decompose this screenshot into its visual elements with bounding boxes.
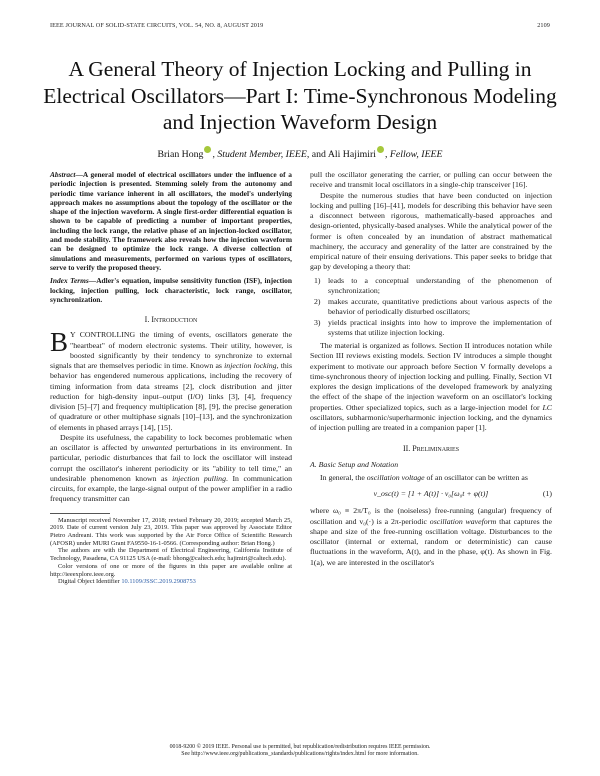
contribution-list [310, 276, 552, 339]
copyright-line-1: 0018-9200 © 2019 IEEE. Personal use is permitted, but republication/redistribution requires IEEE permission. [169, 744, 431, 750]
section-1-title: I. Introduction [144, 315, 198, 325]
intro-text: the timing of events, oscillators generate the "heartbeat" of modern electronic systems. Their utility, however, is boosted significantly by their tendency to synchronize to external signals that are themselves periodic in time. Known as [50, 330, 292, 371]
drop-cap: B [50, 327, 69, 358]
organization-text: oscillators, subharmonic/superharmonic injection locking, and the dynamics of injection pulling are treated in a companion paper [1]. [310, 412, 552, 432]
intro-paragraph-1 [50, 327, 292, 433]
author-2-role: Fellow, IEEE [389, 149, 443, 160]
intro-paragraph-2 [50, 433, 292, 505]
setup-text: In general, the [320, 472, 367, 482]
intro-text: Despite its usefulness, the capability to lock becomes problematic when an oscillator is affected by [50, 432, 292, 453]
page-number: 2109 [537, 22, 550, 29]
right-paragraph-4 [310, 473, 552, 483]
term-lc: LC [542, 402, 552, 412]
index-terms [50, 276, 292, 304]
term-injection-pulling: injection pulling [172, 473, 226, 483]
copyright-line-2: See http://www.ieee.org/publications_standards/publications/rights/index.html for more information. [181, 751, 419, 758]
term-injection-locking: injection locking [224, 361, 277, 371]
intro-text: , this behavior has engendered numerous applications, including the recovery of timing information from data streams [2], clock distribution and jitter reduction for high-density input–output (I/O) links [3], [4], frequency division [5]–[7] and frequency multiplication [8], [9], the precise generation of quadrature or other multiphase signals [10]–[13], and the synchronization of elements in phased arrays [14], [15]. [50, 361, 292, 432]
term-oscillation-voltage: oscillation voltage [366, 472, 425, 482]
abstract-text: —A general model of electrical oscillators under the influence of a periodic injection is presented. Stemming solely from the autonomy and periodic time variance inherent in all oscillators, the model's underlying approach makes no assumptions about the topology of the oscillator or the shape of the injection waveform. A single first-order differential equation is shown to be capable of predicting a number of important properties, including the lock range, the relative phase of an injection-locked oscillator, and mode stability. The framework also reveals how the injection waveform can be designed to optimize the lock range. A diverse collection of simulations and measurements, performed on various types of oscillators, serve to verify the proposed theory. [50, 170, 292, 272]
copyright-notice [40, 744, 560, 759]
section-2-title: II. Preliminaries [402, 444, 460, 454]
author-separator: , [212, 149, 218, 160]
equation-number: (1) [542, 489, 552, 498]
list-text: yields practical insights into how to improve the implementation of systems that utilize injection locking. [328, 317, 552, 337]
footnote-doi [50, 578, 292, 586]
intro-text: . In communication circuits, for example, the large-signal output of the power amplifier in a radio frequency transmitter can [50, 473, 292, 504]
right-paragraph-3 [310, 341, 552, 433]
list-number: 3) [314, 317, 321, 327]
equation-body: v_osc(t) = [1 + A(t)] · v₀[ω₀t + φ(t)] [373, 489, 489, 498]
equation-1 [310, 489, 552, 499]
list-number: 2) [314, 296, 321, 306]
term-oscillation-waveform: oscillation waveform [429, 516, 497, 526]
doi-label: Digital Object Identifier [58, 578, 122, 586]
footnote-color: Color versions of one or more of the figures in this paper are available online at http://ieeexplore.ieee.org. [50, 562, 292, 578]
list-item [310, 318, 552, 339]
running-header [50, 22, 550, 32]
setup-text: where ω₀ ≡ 2π/T₀ is the (noiseless) free-running (angular) frequency of oscillation and v₀(·) is a 2π-periodic [310, 506, 552, 526]
organization-text: The material is organized as follows. Section II introduces notation while Section III reviews existing models. Section IV introduces a simple thought experiment to motivate our approach before Section V formally develops a time-synchronous theory of injection locking and pulling. Finally, Section VI explores the design implications of the developed framework by analyzing the effect of the shape of the injection waveform on an oscillator's locking properties. Other specialized topics, such as a large-injection model for [310, 341, 552, 412]
right-column [310, 170, 552, 568]
author-1-role: Student Member, IEEE [217, 149, 307, 160]
paper-title: A General Theory of Injection Locking and Pulling in Electrical Oscillators—Part I: Time-Synchronous Modeling and Injection Waveform Design [43, 57, 557, 134]
orcid-icon[interactable] [377, 146, 384, 153]
author-2-name: , and Ali Hajimiri [306, 149, 377, 160]
orcid-icon[interactable] [204, 146, 211, 153]
right-paragraph-5 [310, 506, 552, 568]
footnote-affiliation: The authors are with the Department of Electrical Engineering, California Institute of Technology, Pasadena, CA 91125 USA (e-mail: bhong@caltech.edu; hajimiri@caltech.edu). [50, 547, 292, 563]
right-paragraph-2: Despite the numerous studies that have been conducted on injection locking and pulling [16]–[41], models for describing this behavior have seen a disconnect between rigorous, mathematically-based approaches and design-oriented, physically-based analyses. While the analytical power of the former is often concealed by an inundation of abstract mathematical machinery, the accuracy and generality of the latter are constrained by the empirical nature of their ensuing derivations. This paper seeks to bridge that gap by developing a theory that: [310, 190, 552, 272]
intro-lead: Y CONTROLLING [70, 330, 136, 340]
author-separator: , [385, 149, 390, 160]
setup-text: of an oscillator can be written as [424, 472, 528, 482]
setup-text: that captures the shape and size of the free-running oscillation voltage. Disturbances to the oscillator (internal or external, random or deterministic) can cause fluctuations in the waveform, A(t), and in the phase, φ(t). As shown in Fig. 1(a), we are interested in the oscillator's [310, 516, 553, 567]
journal-name: IEEE JOURNAL OF SOLID-STATE CIRCUITS, VOL. 54, NO. 8, AUGUST 2019 [50, 22, 264, 29]
author-line [40, 146, 560, 160]
list-text: leads to a conceptual understanding of the phenomenon of synchronization; [328, 275, 552, 295]
list-item [310, 276, 552, 297]
footnotes [50, 517, 292, 586]
abstract [50, 170, 292, 272]
left-column [50, 170, 292, 586]
list-text: makes accurate, quantitative predictions about various aspects of the behavior of periodically disturbed oscillators; [328, 296, 552, 316]
abstract-label: Abstract [50, 170, 76, 179]
author-1-name: Brian Hong [157, 149, 204, 160]
index-terms-text: —Adler's equation, impulse sensitivity function (ISF), injection locking, injection pulling, lock characteristic, lock range, oscillator, synchronization. [50, 276, 292, 304]
term-unwanted: unwanted [141, 443, 173, 453]
doi-link[interactable]: 10.1109/JSSC.2019.2908753 [121, 578, 196, 586]
subsection-title: A. Basic Setup and Notation [310, 459, 399, 469]
list-number: 1) [314, 275, 321, 285]
footnote-manuscript: Manuscript received November 17, 2018; revised February 20, 2019; accepted March 25, 2019. Date of current version July 23, 2019. This paper was approved by Associate Editor Pietro Andreani. This work was supported by the Air Force Office of Scientific Research (AFOSR) under MURI Grant FA9550-16-1-0566. (Corresponding author: Brian Hong.) [50, 516, 292, 547]
intro-text: perturbations in its environment. In particular, periodic disturbances that fail to lock the oscillator will instead corrupt the oscillator's inherent periodicity or its "ability to tell time," an undesirable phenomenon known as [50, 443, 293, 483]
right-paragraph-1: pull the oscillator generating the carrier, or pulling can occur between the receive and transmit local oscillators in a single-chip transceiver [16]. [310, 170, 552, 190]
list-item [310, 297, 552, 318]
index-terms-label: Index Terms [50, 276, 89, 286]
footnote-divider [50, 513, 110, 514]
